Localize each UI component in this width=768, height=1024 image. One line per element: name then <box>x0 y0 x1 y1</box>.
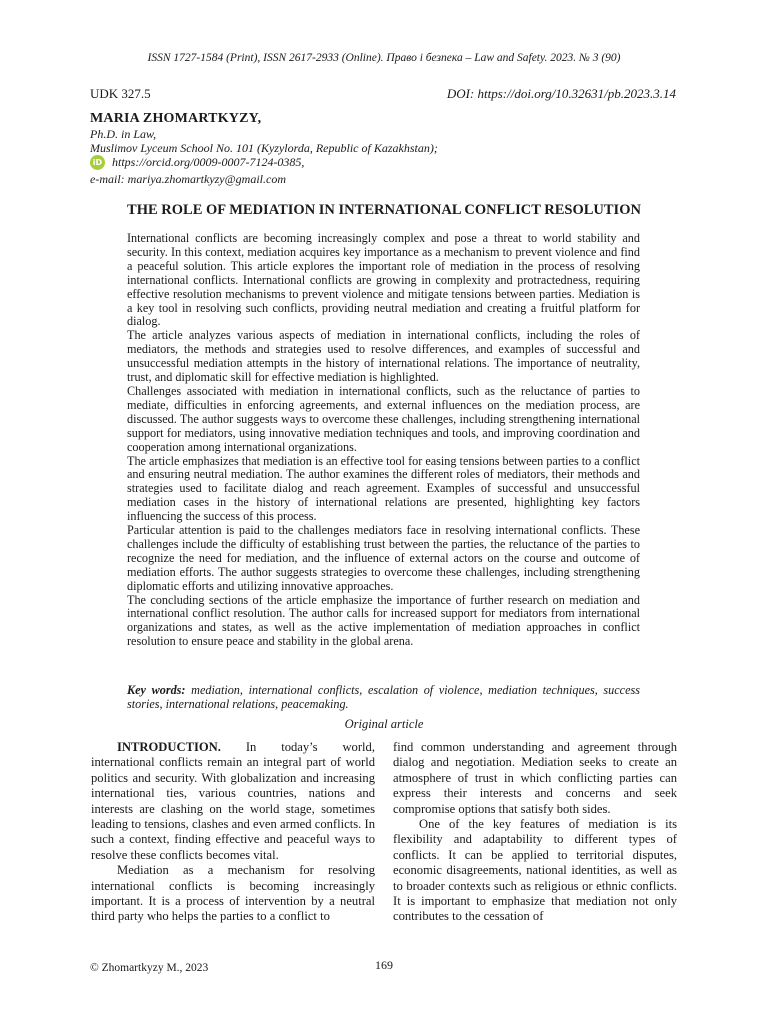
udk-code: UDK 327.5 <box>90 86 151 101</box>
keywords <box>127 684 640 712</box>
author-email[interactable]: e-mail: mariya.zhomartkyzy@gmail.com <box>90 172 287 186</box>
author-affiliation: Muslimov Lyceum School No. 101 (Kyzylorda, Republic of Kazakhstan); <box>90 141 438 155</box>
page-number: 169 <box>375 958 393 972</box>
doi-link[interactable]: DOI: https://doi.org/10.32631/pb.2023.3.14 <box>446 86 676 101</box>
copyright: © Zhomartkyzy M., 2023 <box>90 962 209 974</box>
body-column-right <box>393 740 677 925</box>
author-name: MARIA ZHOMARTKYZY, <box>90 111 262 126</box>
orcid-link[interactable]: https://orcid.org/0009-0007-7124-0385, <box>112 155 305 169</box>
abstract-paragraph: Challenges associated with mediation in international conflicts, such as the reluctance of parties to mediate, difficulties in enforcing agreements, and external influences on the mediation process, are discussed. The author suggests ways to overcome these challenges, including strengthening international support for mediators, using innovative mediation techniques and tools, and improving coordination and cooperation among international organizations. <box>127 383 640 454</box>
abstract-paragraph: The article emphasizes that mediation is an effective tool for easing tensions between parties to a conflict and ensuring neutral mediation. The author examines the different roles of mediators, their methods and strategies used to facilitate dialog and reach agreement. Examples of successful and unsuccessful mediation cases in the history of international relations are presented, highlighting key factors influencing the success of this process. <box>127 453 640 524</box>
abstract-paragraph: The concluding sections of the article emphasize the importance of further research on mediation and international conflict resolution. The author calls for increased support for mediators from international organizations and states, as well as the active implementation of mediation approaches in conflict resolution to ensure peace and stability in the global arena. <box>127 592 640 649</box>
body-column-left <box>91 740 375 925</box>
body-paragraph: Mediation as a mechanism for resolving international conflicts is becoming increasingly important. It is a process of intervention by a neutral third party who helps the parties to a conflict to <box>91 863 375 924</box>
orcid-icon: iD <box>90 155 105 170</box>
abstract-paragraph: Particular attention is paid to the challenges mediators face in resolving international conflicts. These challenges include the difficulty of establishing trust between the parties, the reluctance of the parties to recognize the need for mediation, and the influence of external actors on the course and outcome of mediation efforts. The author suggests strategies to overcome these challenges, including strengthening diplomatic efforts and utilizing innovative approaches. <box>127 523 640 593</box>
article-title: THE ROLE OF MEDIATION IN INTERNATIONAL CONFLICT RESOLUTION <box>127 202 641 218</box>
intro-heading: INTRODUCTION. <box>117 740 221 754</box>
body-paragraph: find common understanding and agreement through dialog and negotiation. Mediation seeks to create an atmosphere of trust in which conflicting parties can express their interests and concerns and seek compromise options that satisfy both sides. <box>393 740 677 816</box>
article-type: Original article <box>344 717 424 731</box>
author-degree: Ph.D. in Law, <box>90 127 157 141</box>
body-paragraph <box>91 740 375 863</box>
abstract-paragraph: The article analyzes various aspects of mediation in international conflicts, including the roles of mediators, the methods and strategies used to resolve differences, and examples of successful and unsuccessful mediation attempts in the history of international relations. The importance of neutrality, trust, and diplomatic skill for effective mediation is highlighted. <box>127 328 640 385</box>
abstract <box>127 232 640 649</box>
journal-header: ISSN 1727-1584 (Print), ISSN 2617-2933 (Online). Право і безпека – Law and Safety. 2023. № 3 (90) <box>147 52 621 64</box>
orcid-row <box>90 155 304 170</box>
keywords-label: Key words: <box>127 683 186 697</box>
intro-text: In today’s world, international conflicts remain an integral part of world politics and security. With globalization and increasing international ties, various countries, nations and interests are clashing on the world stage, sometimes leading to tensions, clashes and even armed conflicts. In such a context, finding effective and peaceful ways to resolve these conflicts becomes vital. <box>91 740 375 862</box>
keywords-text: mediation, international conflicts, escalation of violence, mediation techniques, success stories, international relations, peacemaking. <box>127 683 640 711</box>
body-paragraph: One of the key features of mediation is its flexibility and adaptability to different types of conflicts. It can be applied to territorial disputes, economic disagreements, national identities, as well as to broader contexts such as religious or ethnic conflicts. It is important to emphasize that mediation not only contributes to the cessation of <box>393 817 677 924</box>
abstract-paragraph: International conflicts are becoming increasingly complex and pose a threat to world stability and security. In this context, mediation acquires key importance as a mechanism to prevent violence and find a peaceful solution. This article explores the important role of mediation in the process of resolving international conflicts. International conflicts are growing in complexity and protractedness, requiring effective resolution mechanisms to prevent violence and mitigate tensions between parties. Mediation is a key tool in resolving such conflicts, providing neutral mediation and creating a fruitful platform for dialog. <box>127 231 640 329</box>
